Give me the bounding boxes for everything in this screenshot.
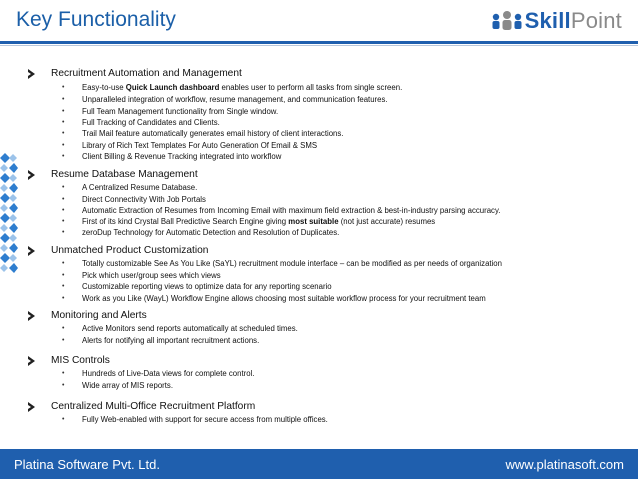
header-rule <box>0 41 638 44</box>
list-item <box>62 95 388 105</box>
list-item <box>62 217 435 227</box>
list-item <box>62 141 317 151</box>
bullet-dot-icon: • <box>62 283 65 290</box>
arrow-bullet-icon <box>28 311 35 321</box>
section-heading <box>28 355 110 366</box>
section-heading-text: Centralized Multi-Office Recruitment Platform <box>51 401 256 412</box>
bullet-dot-icon: • <box>62 229 65 236</box>
arrow-bullet-icon <box>28 69 35 79</box>
arrow-bullet-icon <box>28 402 35 412</box>
page-title: Key Functionality <box>16 8 176 31</box>
list-item <box>62 282 332 292</box>
section-heading <box>28 310 147 321</box>
list-item <box>62 336 259 346</box>
list-item-text: Pick which user/group sees which views <box>82 271 221 280</box>
list-item <box>62 107 278 117</box>
section-heading <box>28 68 242 79</box>
list-item-text: Automatic Extraction of Resumes from Incoming Email with maximum field extraction & best-in-industry parsing accuracy. <box>82 206 501 215</box>
list-item-text: Unparalleled integration of workflow, resume management, and communication features. <box>82 95 388 104</box>
list-item-text: Fully Web-enabled with support for secure access from multiple offices. <box>82 415 328 424</box>
arrow-bullet-icon <box>28 170 35 180</box>
list-item-text: Direct Connectivity With Job Portals <box>82 195 206 204</box>
list-item-text: Library of Rich Text Templates For Auto Generation Of Email & SMS <box>82 141 318 150</box>
list-item-text: (not just accurate) resumes <box>338 217 436 226</box>
bullet-dot-icon: • <box>62 416 65 423</box>
logo-text-point: Point <box>570 8 622 33</box>
bullet-dot-icon: • <box>62 196 65 203</box>
list-item-text: Client Billing & Revenue Tracking integrated into workflow <box>82 152 282 161</box>
list-item <box>62 183 197 193</box>
bullet-dot-icon: • <box>62 218 65 225</box>
list-item <box>62 118 220 128</box>
list-item <box>62 152 281 162</box>
bullet-dot-icon: • <box>62 295 65 302</box>
bullet-dot-icon: • <box>62 382 65 389</box>
bullet-dot-icon: • <box>62 207 65 214</box>
list-item-text: A Centralized Resume Database. <box>82 183 198 192</box>
list-item-text: Full Tracking of Candidates and Clients. <box>82 118 220 127</box>
section-heading-text: Unmatched Product Customization <box>51 245 209 256</box>
list-item-text: Totally customizable See As You Like (SaYL) recruitment module interface – can be modified as per needs of organization <box>82 259 502 268</box>
list-item-text: zeroDup Technology for Automatic Detection and Resolution of Duplicates. <box>82 228 340 237</box>
bullet-dot-icon: • <box>62 119 65 126</box>
list-item-text: enables user to perform all tasks from single screen. <box>219 83 403 92</box>
list-item-text: Trail Mail feature automatically generates email history of client interactions. <box>82 129 344 138</box>
skillpoint-logo <box>489 8 622 34</box>
footer-company: Platina Software Pvt. Ltd. <box>14 457 160 472</box>
list-item <box>62 381 173 391</box>
footer-bar <box>0 449 638 479</box>
list-item-text: Hundreds of Live-Data views for complete control. <box>82 369 255 378</box>
list-item <box>62 259 502 269</box>
section-heading <box>28 169 198 180</box>
bullet-dot-icon: • <box>62 260 65 267</box>
section-heading <box>28 401 255 412</box>
arrow-bullet-icon <box>28 356 35 366</box>
logo-text <box>525 8 622 34</box>
section-heading-text: MIS Controls <box>51 355 110 366</box>
section-heading-text: Recruitment Automation and Management <box>51 68 242 79</box>
bullet-dot-icon: • <box>62 130 65 137</box>
list-item <box>62 228 339 238</box>
list-item-text: Active Monitors send reports automatically at scheduled times. <box>82 324 298 333</box>
bullet-dot-icon: • <box>62 272 65 279</box>
arrow-bullet-icon <box>28 246 35 256</box>
list-item-text: Easy-to-use <box>82 83 126 92</box>
list-item <box>62 369 254 379</box>
list-item-text: Alerts for notifying all important recruitment actions. <box>82 336 260 345</box>
list-item <box>62 415 328 425</box>
diamond-pattern-decoration <box>0 150 18 300</box>
list-item-text: Work as you Like (WayL) Workflow Engine allows choosing most suitable workflow process for your recruitment team <box>82 294 486 303</box>
list-item <box>62 83 402 93</box>
bullet-dot-icon: • <box>62 153 65 160</box>
bullet-dot-icon: • <box>62 84 65 91</box>
list-item <box>62 294 486 304</box>
section-heading-text: Resume Database Management <box>51 169 198 180</box>
section-heading-text: Monitoring and Alerts <box>51 310 147 321</box>
list-item <box>62 324 298 334</box>
bullet-dot-icon: • <box>62 108 65 115</box>
list-item-text: Customizable reporting views to optimize data for any reporting scenario <box>82 282 332 291</box>
bullet-dot-icon: • <box>62 370 65 377</box>
bullet-dot-icon: • <box>62 325 65 332</box>
list-item <box>62 129 343 139</box>
footer-website: www.platinasoft.com <box>505 457 624 472</box>
bullet-dot-icon: • <box>62 337 65 344</box>
list-item-text: First of its kind Crystal Ball Predictive Search Engine giving <box>82 217 289 226</box>
list-item-text: Full Team Management functionality from Single window. <box>82 107 279 116</box>
bullet-dot-icon: • <box>62 142 65 149</box>
people-icon <box>489 10 525 32</box>
list-item <box>62 271 221 281</box>
header-rule-thin <box>0 45 638 46</box>
list-item <box>62 195 206 205</box>
list-item-bold: most suitable <box>288 217 339 226</box>
logo-text-skill: Skill <box>524 8 571 33</box>
list-item <box>62 206 500 216</box>
section-heading <box>28 245 208 256</box>
list-item-text: Wide array of MIS reports. <box>82 381 173 390</box>
bullet-dot-icon: • <box>62 184 65 191</box>
bullet-dot-icon: • <box>62 96 65 103</box>
list-item-bold: Quick Launch dashboard <box>125 83 220 92</box>
